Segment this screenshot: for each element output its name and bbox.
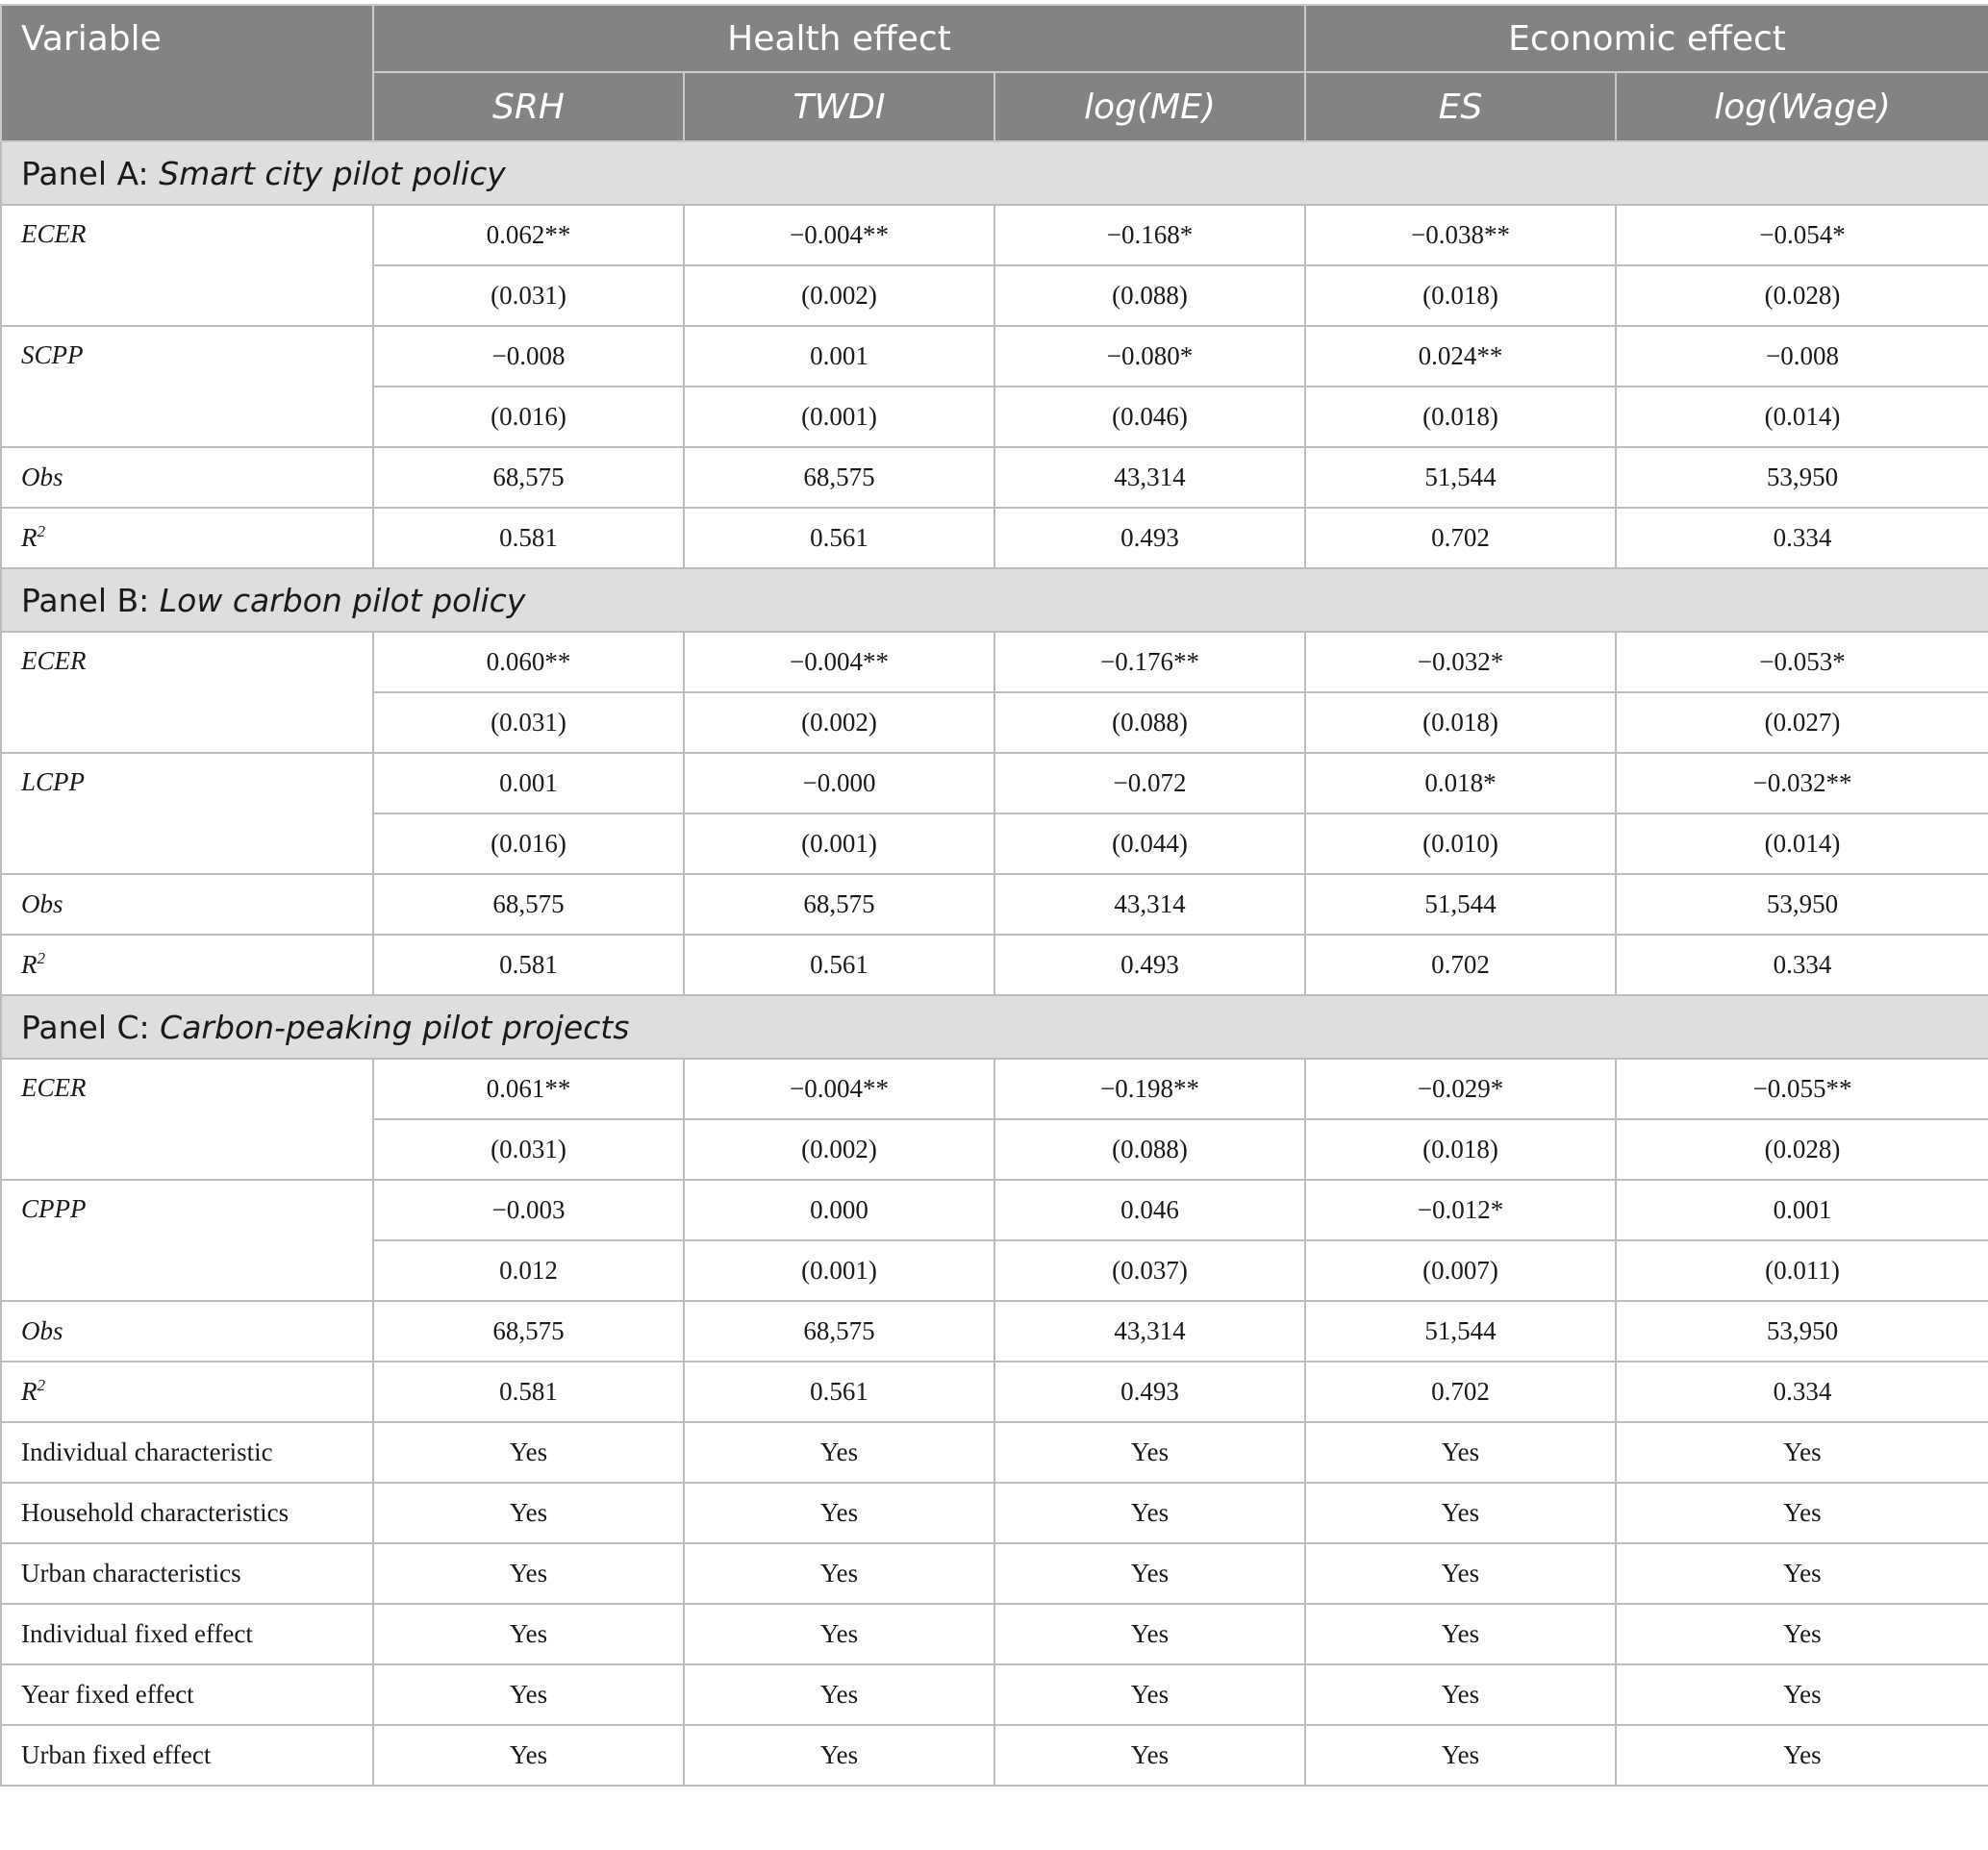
control-value-cell: Yes bbox=[684, 1664, 994, 1725]
row-label: Obs bbox=[1, 1301, 373, 1362]
r-squared-superscript: 2 bbox=[37, 949, 45, 967]
coefficient-cell: −0.003 bbox=[373, 1180, 684, 1240]
control-value-cell: Yes bbox=[373, 1543, 684, 1604]
r-squared-cell: 0.561 bbox=[684, 1362, 994, 1422]
standard-error-cell: (0.018) bbox=[1305, 265, 1616, 326]
coefficient-cell: −0.038** bbox=[1305, 205, 1616, 265]
standard-error-cell: (0.018) bbox=[1305, 1119, 1616, 1180]
standard-error-cell: (0.037) bbox=[994, 1240, 1305, 1301]
r-squared-label: R bbox=[21, 1377, 38, 1406]
panel-heading bbox=[1, 141, 1988, 205]
r-squared-label: R bbox=[21, 523, 38, 552]
observations-cell: 68,575 bbox=[373, 1301, 684, 1362]
control-value-cell: Yes bbox=[994, 1725, 1305, 1786]
control-value-cell: Yes bbox=[1616, 1483, 1988, 1543]
row-label bbox=[1, 935, 373, 995]
control-value-cell: Yes bbox=[1305, 1725, 1616, 1786]
coefficient-cell: 0.024** bbox=[1305, 326, 1616, 387]
standard-error-cell: (0.002) bbox=[684, 692, 994, 753]
coefficient-row bbox=[1, 326, 1988, 387]
r-squared-superscript: 2 bbox=[37, 1376, 45, 1394]
panel-title: Smart city pilot policy bbox=[159, 154, 506, 192]
coefficient-cell: −0.198** bbox=[994, 1059, 1305, 1119]
observations-cell: 68,575 bbox=[373, 874, 684, 935]
control-label: Household characteristics bbox=[1, 1483, 373, 1543]
control-value-cell: Yes bbox=[1305, 1543, 1616, 1604]
panel-heading-row bbox=[1, 995, 1988, 1059]
coefficient-cell: −0.080* bbox=[994, 326, 1305, 387]
standard-error-cell: (0.027) bbox=[1616, 692, 1988, 753]
row-label: ECER bbox=[1, 1059, 373, 1180]
standard-error-cell: (0.001) bbox=[684, 813, 994, 874]
coefficient-row bbox=[1, 1180, 1988, 1240]
observations-cell: 51,544 bbox=[1305, 874, 1616, 935]
observations-cell: 68,575 bbox=[684, 447, 994, 508]
panel-heading bbox=[1, 568, 1988, 632]
standard-error-cell: (0.018) bbox=[1305, 692, 1616, 753]
observations-cell: 43,314 bbox=[994, 1301, 1305, 1362]
standard-error-cell: (0.014) bbox=[1616, 387, 1988, 447]
coefficient-cell: −0.072 bbox=[994, 753, 1305, 813]
column-header-srh: SRH bbox=[373, 72, 684, 141]
r-squared-cell: 0.561 bbox=[684, 935, 994, 995]
row-label: Obs bbox=[1, 447, 373, 508]
coefficient-cell: −0.054* bbox=[1616, 205, 1988, 265]
panel-prefix: Panel C: bbox=[21, 1008, 161, 1046]
coefficient-cell: −0.029* bbox=[1305, 1059, 1616, 1119]
standard-error-cell: (0.010) bbox=[1305, 813, 1616, 874]
row-label bbox=[1, 508, 373, 568]
observations-row bbox=[1, 447, 1988, 508]
control-value-cell: Yes bbox=[684, 1483, 994, 1543]
coefficient-cell: −0.176** bbox=[994, 632, 1305, 692]
column-header-twdi: TWDI bbox=[684, 72, 994, 141]
observations-cell: 68,575 bbox=[684, 874, 994, 935]
control-value-cell: Yes bbox=[994, 1483, 1305, 1543]
coefficient-cell: −0.004** bbox=[684, 632, 994, 692]
standard-error-cell: (0.001) bbox=[684, 1240, 994, 1301]
coefficient-cell: −0.032* bbox=[1305, 632, 1616, 692]
control-value-cell: Yes bbox=[1616, 1604, 1988, 1664]
r-squared-cell: 0.493 bbox=[994, 935, 1305, 995]
coefficient-cell: −0.000 bbox=[684, 753, 994, 813]
standard-error-cell: (0.031) bbox=[373, 692, 684, 753]
standard-error-cell: (0.016) bbox=[373, 387, 684, 447]
column-header-es: ES bbox=[1305, 72, 1616, 141]
observations-cell: 51,544 bbox=[1305, 1301, 1616, 1362]
r-squared-label: R bbox=[21, 950, 38, 979]
standard-error-cell: (0.007) bbox=[1305, 1240, 1616, 1301]
panel-heading bbox=[1, 995, 1988, 1059]
control-value-cell: Yes bbox=[994, 1604, 1305, 1664]
r-squared-cell: 0.581 bbox=[373, 1362, 684, 1422]
coefficient-cell: 0.018* bbox=[1305, 753, 1616, 813]
standard-error-cell: 0.012 bbox=[373, 1240, 684, 1301]
standard-error-cell: (0.044) bbox=[994, 813, 1305, 874]
coefficient-cell: 0.062** bbox=[373, 205, 684, 265]
row-label: ECER bbox=[1, 205, 373, 326]
coefficient-row bbox=[1, 205, 1988, 265]
panel-heading-row bbox=[1, 568, 1988, 632]
coefficient-cell: −0.012* bbox=[1305, 1180, 1616, 1240]
coefficient-row bbox=[1, 632, 1988, 692]
control-value-cell: Yes bbox=[373, 1664, 684, 1725]
row-label: ECER bbox=[1, 632, 373, 753]
r-squared-cell: 0.561 bbox=[684, 508, 994, 568]
control-label: Individual characteristic bbox=[1, 1422, 373, 1483]
r-squared-row bbox=[1, 508, 1988, 568]
row-label: SCPP bbox=[1, 326, 373, 447]
control-row bbox=[1, 1483, 1988, 1543]
control-row bbox=[1, 1725, 1988, 1786]
control-value-cell: Yes bbox=[1305, 1664, 1616, 1725]
variable-column-header: Variable bbox=[1, 5, 373, 141]
coefficient-cell: 0.060** bbox=[373, 632, 684, 692]
standard-error-cell: (0.028) bbox=[1616, 265, 1988, 326]
column-header-log-me: log(ME) bbox=[994, 72, 1305, 141]
r-squared-cell: 0.334 bbox=[1616, 508, 1988, 568]
control-value-cell: Yes bbox=[684, 1543, 994, 1604]
r-squared-cell: 0.334 bbox=[1616, 935, 1988, 995]
observations-cell: 68,575 bbox=[684, 1301, 994, 1362]
coefficient-cell: −0.053* bbox=[1616, 632, 1988, 692]
control-value-cell: Yes bbox=[684, 1604, 994, 1664]
standard-error-cell: (0.031) bbox=[373, 265, 684, 326]
r-squared-cell: 0.702 bbox=[1305, 935, 1616, 995]
coefficient-cell: −0.168* bbox=[994, 205, 1305, 265]
economic-effect-group-header: Economic effect bbox=[1305, 5, 1988, 72]
row-label: Obs bbox=[1, 874, 373, 935]
control-value-cell: Yes bbox=[994, 1543, 1305, 1604]
standard-error-cell: (0.001) bbox=[684, 387, 994, 447]
coefficient-cell: 0.001 bbox=[684, 326, 994, 387]
coefficient-cell: 0.046 bbox=[994, 1180, 1305, 1240]
coefficient-cell: 0.001 bbox=[373, 753, 684, 813]
panel-heading-row bbox=[1, 141, 1988, 205]
panel-prefix: Panel A: bbox=[21, 154, 160, 192]
control-value-cell: Yes bbox=[373, 1483, 684, 1543]
r-squared-cell: 0.702 bbox=[1305, 508, 1616, 568]
coefficient-cell: −0.008 bbox=[373, 326, 684, 387]
observations-row bbox=[1, 1301, 1988, 1362]
control-value-cell: Yes bbox=[1616, 1725, 1988, 1786]
control-label: Year fixed effect bbox=[1, 1664, 373, 1725]
panel-prefix: Panel B: bbox=[21, 581, 160, 619]
r-squared-cell: 0.493 bbox=[994, 1362, 1305, 1422]
coefficient-cell: 0.061** bbox=[373, 1059, 684, 1119]
control-row bbox=[1, 1543, 1988, 1604]
observations-cell: 53,950 bbox=[1616, 874, 1988, 935]
table-body bbox=[1, 141, 1988, 1786]
standard-error-cell: (0.014) bbox=[1616, 813, 1988, 874]
coefficient-cell: −0.032** bbox=[1616, 753, 1988, 813]
standard-error-cell: (0.046) bbox=[994, 387, 1305, 447]
coefficient-cell: −0.004** bbox=[684, 205, 994, 265]
control-label: Urban fixed effect bbox=[1, 1725, 373, 1786]
standard-error-cell: (0.016) bbox=[373, 813, 684, 874]
r-squared-cell: 0.581 bbox=[373, 508, 684, 568]
panel-title: Carbon-peaking pilot projects bbox=[160, 1008, 630, 1046]
row-label: LCPP bbox=[1, 753, 373, 874]
r-squared-row bbox=[1, 935, 1988, 995]
control-value-cell: Yes bbox=[373, 1604, 684, 1664]
coefficient-row bbox=[1, 753, 1988, 813]
observations-cell: 43,314 bbox=[994, 447, 1305, 508]
standard-error-cell: (0.088) bbox=[994, 692, 1305, 753]
control-value-cell: Yes bbox=[373, 1725, 684, 1786]
regression-table bbox=[0, 4, 1988, 1787]
observations-row bbox=[1, 874, 1988, 935]
control-value-cell: Yes bbox=[994, 1664, 1305, 1725]
control-value-cell: Yes bbox=[994, 1422, 1305, 1483]
control-value-cell: Yes bbox=[1616, 1543, 1988, 1604]
coefficient-cell: −0.055** bbox=[1616, 1059, 1988, 1119]
control-value-cell: Yes bbox=[1305, 1483, 1616, 1543]
standard-error-cell: (0.018) bbox=[1305, 387, 1616, 447]
control-value-cell: Yes bbox=[1616, 1422, 1988, 1483]
coefficient-cell: 0.000 bbox=[684, 1180, 994, 1240]
coefficient-cell: −0.004** bbox=[684, 1059, 994, 1119]
r-squared-row bbox=[1, 1362, 1988, 1422]
observations-cell: 43,314 bbox=[994, 874, 1305, 935]
standard-error-cell: (0.088) bbox=[994, 1119, 1305, 1180]
observations-cell: 68,575 bbox=[373, 447, 684, 508]
row-label bbox=[1, 1362, 373, 1422]
control-value-cell: Yes bbox=[1305, 1604, 1616, 1664]
observations-cell: 53,950 bbox=[1616, 1301, 1988, 1362]
r-squared-cell: 0.702 bbox=[1305, 1362, 1616, 1422]
control-value-cell: Yes bbox=[1616, 1664, 1988, 1725]
table-header bbox=[1, 5, 1988, 141]
column-header-log-wage: log(Wage) bbox=[1616, 72, 1988, 141]
coefficient-cell: −0.008 bbox=[1616, 326, 1988, 387]
control-row bbox=[1, 1664, 1988, 1725]
control-row bbox=[1, 1422, 1988, 1483]
standard-error-cell: (0.011) bbox=[1616, 1240, 1988, 1301]
standard-error-cell: (0.028) bbox=[1616, 1119, 1988, 1180]
standard-error-cell: (0.002) bbox=[684, 265, 994, 326]
control-value-cell: Yes bbox=[373, 1422, 684, 1483]
control-value-cell: Yes bbox=[684, 1422, 994, 1483]
coefficient-cell: 0.001 bbox=[1616, 1180, 1988, 1240]
row-label: CPPP bbox=[1, 1180, 373, 1301]
health-effect-group-header: Health effect bbox=[373, 5, 1305, 72]
control-label: Urban characteristics bbox=[1, 1543, 373, 1604]
standard-error-cell: (0.002) bbox=[684, 1119, 994, 1180]
control-label: Individual fixed effect bbox=[1, 1604, 373, 1664]
standard-error-cell: (0.031) bbox=[373, 1119, 684, 1180]
r-squared-superscript: 2 bbox=[37, 522, 45, 540]
coefficient-row bbox=[1, 1059, 1988, 1119]
r-squared-cell: 0.581 bbox=[373, 935, 684, 995]
r-squared-cell: 0.334 bbox=[1616, 1362, 1988, 1422]
control-value-cell: Yes bbox=[1305, 1422, 1616, 1483]
control-row bbox=[1, 1604, 1988, 1664]
observations-cell: 51,544 bbox=[1305, 447, 1616, 508]
panel-title: Low carbon pilot policy bbox=[159, 581, 526, 619]
control-value-cell: Yes bbox=[684, 1725, 994, 1786]
standard-error-cell: (0.088) bbox=[994, 265, 1305, 326]
observations-cell: 53,950 bbox=[1616, 447, 1988, 508]
r-squared-cell: 0.493 bbox=[994, 508, 1305, 568]
